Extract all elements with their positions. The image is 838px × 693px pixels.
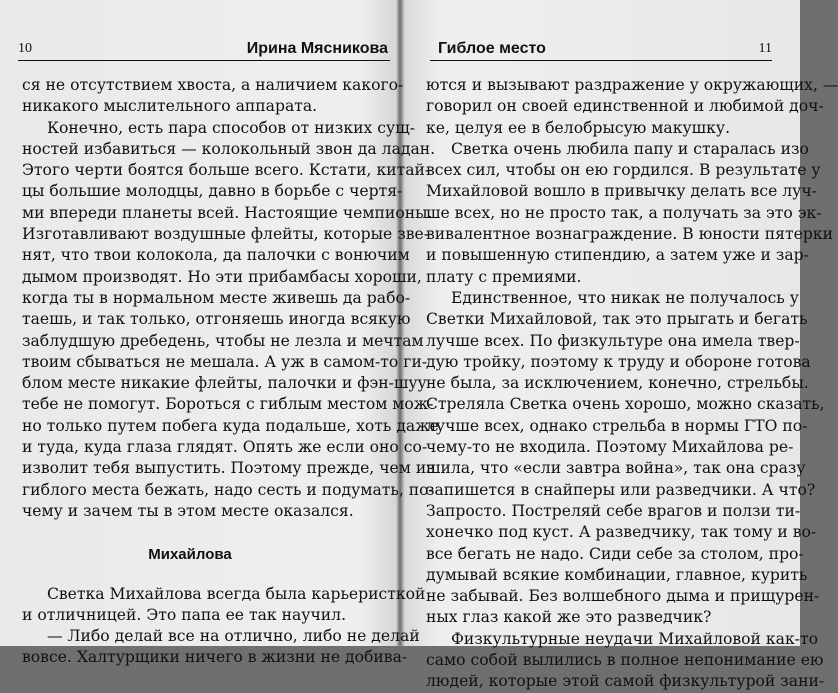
text-line: ных глаз какой же это разведчик? <box>426 608 712 627</box>
text-line: дымом производят. Но эти прибамбасы хороши, <box>22 267 422 286</box>
text-line: — Либо делай все на отлично, либо не делай <box>46 627 420 646</box>
text-line: Светка очень любила папу и старалась изо <box>450 139 809 158</box>
text-line: чему-то не входила. Поэтому Михайлова ре- <box>426 438 794 457</box>
left-text-before-heading <box>22 75 439 522</box>
left-page-text <box>22 75 439 669</box>
text-line: когда ты в нормальном месте живешь да рабо- <box>22 288 411 307</box>
text-line: плату с премиями. <box>426 267 582 286</box>
text-line: таешь, и так только, отгоняешь иногда всякую <box>22 310 411 329</box>
text-line: и повышенную стипендию, а затем уже и зар- <box>426 246 809 265</box>
text-line: Светка Михайлова всегда была карьеристкой <box>46 584 426 603</box>
text-line: Изготавливают воздушные флейты, которые зве- <box>22 225 430 244</box>
text-line: никакого мыслительного аппарата. <box>22 97 318 116</box>
text-line: Физкультурные неудачи Михайловой как-то <box>450 629 818 648</box>
text-line: не была, за исключением, конечно, стрельбы. <box>426 374 809 393</box>
text-line: но только путем побега куда подальше, хоть даже <box>22 416 439 435</box>
text-line: заблудшую дребедень, чтобы не лезла и мечтам <box>22 331 424 350</box>
text-line: ке, целуя ее в белобрысую макушку. <box>426 118 731 137</box>
text-line: само собой вылились в полное непонимание ею <box>426 651 824 670</box>
right-running-head: Гиблое место <box>438 40 546 57</box>
text-line: шила, что «если завтра война», так она сразу <box>426 459 806 478</box>
text-line: ся не отсутствием хвоста, а наличием какого- <box>22 76 404 94</box>
text-line: вовсе. Халтурщики ничего в жизни не добива- <box>22 648 408 667</box>
text-line: блом месте никакие флейты, палочки и фэн-шуу <box>22 374 427 393</box>
text-line: ше всех, но не просто так, а получать за это эк- <box>426 203 822 222</box>
left-text-after-heading <box>22 584 426 669</box>
text-line: Стреляла Светка очень хорошо, можно сказать, <box>426 395 825 414</box>
left-running-head: Ирина Мясникова <box>246 40 388 57</box>
text-line: все бегать не надо. Сиди себе за столом, про- <box>426 544 804 563</box>
left-page-header <box>18 38 390 61</box>
right-page-text <box>426 75 838 693</box>
text-line: запишется в снайперы или разведчики. А что? <box>426 480 816 499</box>
text-line: нят, что твои колокола, да палочки с вонючим <box>22 246 410 265</box>
text-line: Конечно, есть пара способов от низких сущ- <box>46 118 415 137</box>
text-line: Единственное, что никак не получалось у <box>450 288 799 307</box>
text-line: дую тройку, поэтому к труду и обороне готова <box>426 352 811 371</box>
right-page <box>400 0 838 691</box>
text-line: и туда, куда глаза глядят. Опять же если оно со- <box>22 438 428 457</box>
text-line: Запросто. Постреляй себе врагов и ползи ти- <box>426 501 801 520</box>
text-line: думывай всякие комбинации, главное, курить <box>426 565 808 584</box>
text-line: Светки Михайловой, так это прыгать и бегать <box>426 310 808 329</box>
text-line: лучше всех, однако стрельба в нормы ГТО по- <box>426 416 808 435</box>
text-line: хонечко под куст. А разведчику, так тому и во- <box>426 523 817 542</box>
text-line: и отличницей. Это папа ее так научил. <box>22 605 347 624</box>
text-line: изволит тебя выпустить. Поэтому прежде, чем из <box>22 459 435 478</box>
text-line: вивалентное вознаграждение. В юности пятерки <box>426 225 833 244</box>
text-line: гиблого места бежать, надо сесть и подумать, по- <box>22 480 434 499</box>
section-heading: Михайлова <box>148 546 232 564</box>
right-page-number: 11 <box>758 41 772 56</box>
text-line: всех сил, чтобы он ею гордился. В результате у <box>426 161 821 180</box>
text-line: ми впереди планеты всей. Настоящие чемпионы. <box>22 203 433 222</box>
text-line: ются и вызывают раздражение у окружающих, — <box>426 76 838 94</box>
text-line: лучше всех. По физкультуре она имела твер- <box>426 331 800 350</box>
text-line: говорил он своей единственной и любимой доч- <box>426 97 824 116</box>
text-line: цы большие молодцы, давно в борьбе с чертя- <box>22 182 403 201</box>
text-line: ностей избавиться — колокольный звон да ладан. <box>22 139 436 158</box>
text-line: тебе не помогут. Бороться с гиблым местом мож- <box>22 395 434 414</box>
text-line: не забывай. Без волшебного дыма и прищурен- <box>426 587 820 606</box>
text-line: Михайловой вошло в привычку делать все луч- <box>426 182 817 201</box>
right-page-header <box>430 38 772 61</box>
text-line: чему и зачем ты в этом месте оказался. <box>22 501 354 520</box>
text-line: людей, которые этой самой физкультурой зани- <box>426 672 825 691</box>
text-line: твоим сбываться не мешала. А уж в самом-то ги- <box>22 352 428 371</box>
text-line: Этого черти боятся больше всего. Кстати, китай- <box>22 161 431 180</box>
left-page-number: 10 <box>18 41 32 56</box>
